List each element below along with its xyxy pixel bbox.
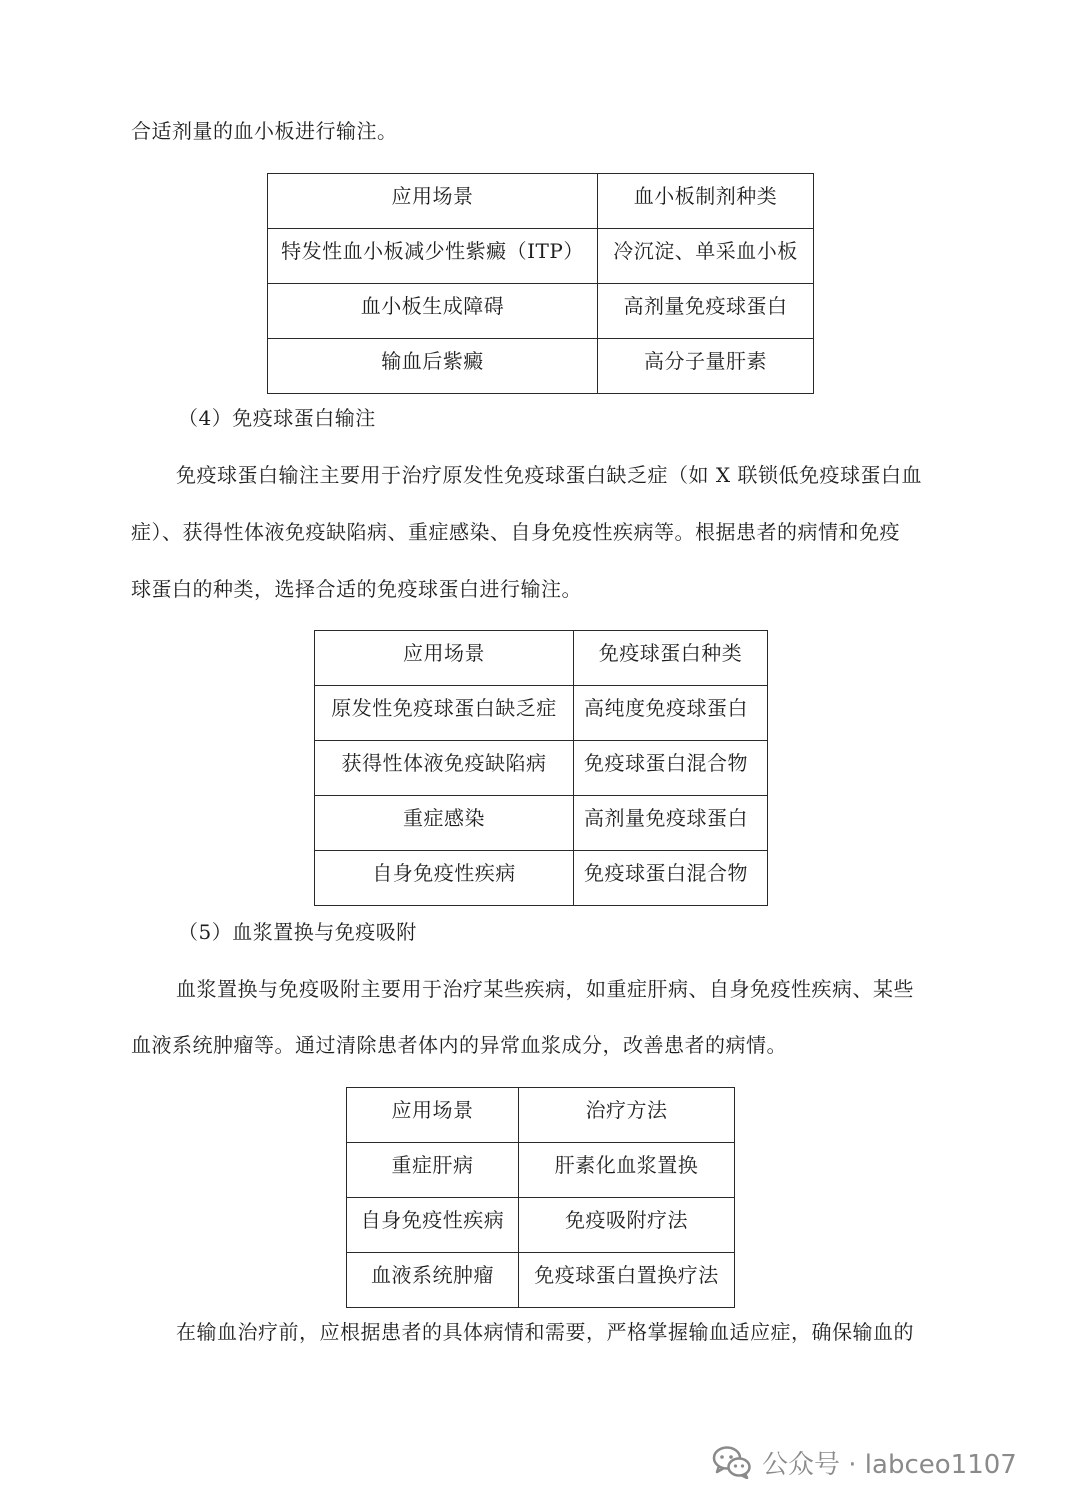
table-cell: 高纯度免疫球蛋白 <box>574 686 768 741</box>
table-header-row <box>315 631 768 686</box>
table-cell: 重症感染 <box>315 796 574 851</box>
immunoglobulin-table <box>314 630 768 906</box>
table-cell: 血小板生成障碍 <box>268 284 598 339</box>
table-row <box>268 229 814 284</box>
paragraph-line: 症）、获得性体液免疫缺陷病、重症感染、自身免疫性疾病等。根据患者的病情和免疫 <box>131 520 900 544</box>
table-header-row <box>347 1088 735 1143</box>
table-cell: 免疫吸附疗法 <box>519 1198 735 1253</box>
table-cell: 免疫球蛋白混合物 <box>574 741 768 796</box>
table-header-row <box>268 174 814 229</box>
intro-line: 合适剂量的血小板进行输注。 <box>131 119 398 143</box>
paragraph-line: 血液系统肿瘤等。通过清除患者体内的异常血浆成分，改善患者的病情。 <box>131 1033 787 1057</box>
section-heading: （4）免疫球蛋白输注 <box>178 406 376 430</box>
table-cell: 自身免疫性疾病 <box>315 851 574 906</box>
table-cell: 高剂量免疫球蛋白 <box>574 796 768 851</box>
table-header-cell: 免疫球蛋白种类 <box>574 631 768 686</box>
paragraph-line: 血浆置换与免疫吸附主要用于治疗某些疾病，如重症肝病、自身免疫性疾病、某些 <box>176 977 914 1001</box>
table-cell: 高分子量肝素 <box>598 339 814 394</box>
table-row <box>347 1198 735 1253</box>
table-row <box>315 796 768 851</box>
table-row <box>315 741 768 796</box>
table-row <box>347 1253 735 1308</box>
watermark-text: 公众号 · labceo1107 <box>762 1449 1017 1480</box>
table-cell: 免疫球蛋白置换疗法 <box>519 1253 735 1308</box>
table-row <box>315 686 768 741</box>
table-cell: 冷沉淀、单采血小板 <box>598 229 814 284</box>
table-cell: 获得性体液免疫缺陷病 <box>315 741 574 796</box>
wechat-icon <box>712 1445 752 1479</box>
table-header-cell: 血小板制剂种类 <box>598 174 814 229</box>
table-cell: 重症肝病 <box>347 1143 519 1198</box>
table-cell: 高剂量免疫球蛋白 <box>598 284 814 339</box>
table-cell: 自身免疫性疾病 <box>347 1198 519 1253</box>
table-cell: 原发性免疫球蛋白缺乏症 <box>315 686 574 741</box>
watermark <box>712 1442 1017 1482</box>
table-row <box>268 339 814 394</box>
table-header-cell: 应用场景 <box>268 174 598 229</box>
plasma-exchange-table <box>346 1087 735 1308</box>
paragraph-line: 免疫球蛋白输注主要用于治疗原发性免疫球蛋白缺乏症（如 X 联锁低免疫球蛋白血 <box>176 463 922 487</box>
platelet-table <box>267 173 814 394</box>
table-cell: 输血后紫癜 <box>268 339 598 394</box>
table-row <box>268 284 814 339</box>
table-cell: 肝素化血浆置换 <box>519 1143 735 1198</box>
table-cell: 特发性血小板减少性紫癜（ITP） <box>268 229 598 284</box>
table-header-cell: 治疗方法 <box>519 1088 735 1143</box>
table-row <box>347 1143 735 1198</box>
table-cell: 血液系统肿瘤 <box>347 1253 519 1308</box>
table-header-cell: 应用场景 <box>315 631 574 686</box>
table-row <box>315 851 768 906</box>
closing-line: 在输血治疗前，应根据患者的具体病情和需要，严格掌握输血适应症，确保输血的 <box>176 1320 914 1344</box>
paragraph-line: 球蛋白的种类，选择合适的免疫球蛋白进行输注。 <box>131 577 582 601</box>
table-cell: 免疫球蛋白混合物 <box>574 851 768 906</box>
table-header-cell: 应用场景 <box>347 1088 519 1143</box>
section-heading: （5）血浆置换与免疫吸附 <box>178 920 417 944</box>
